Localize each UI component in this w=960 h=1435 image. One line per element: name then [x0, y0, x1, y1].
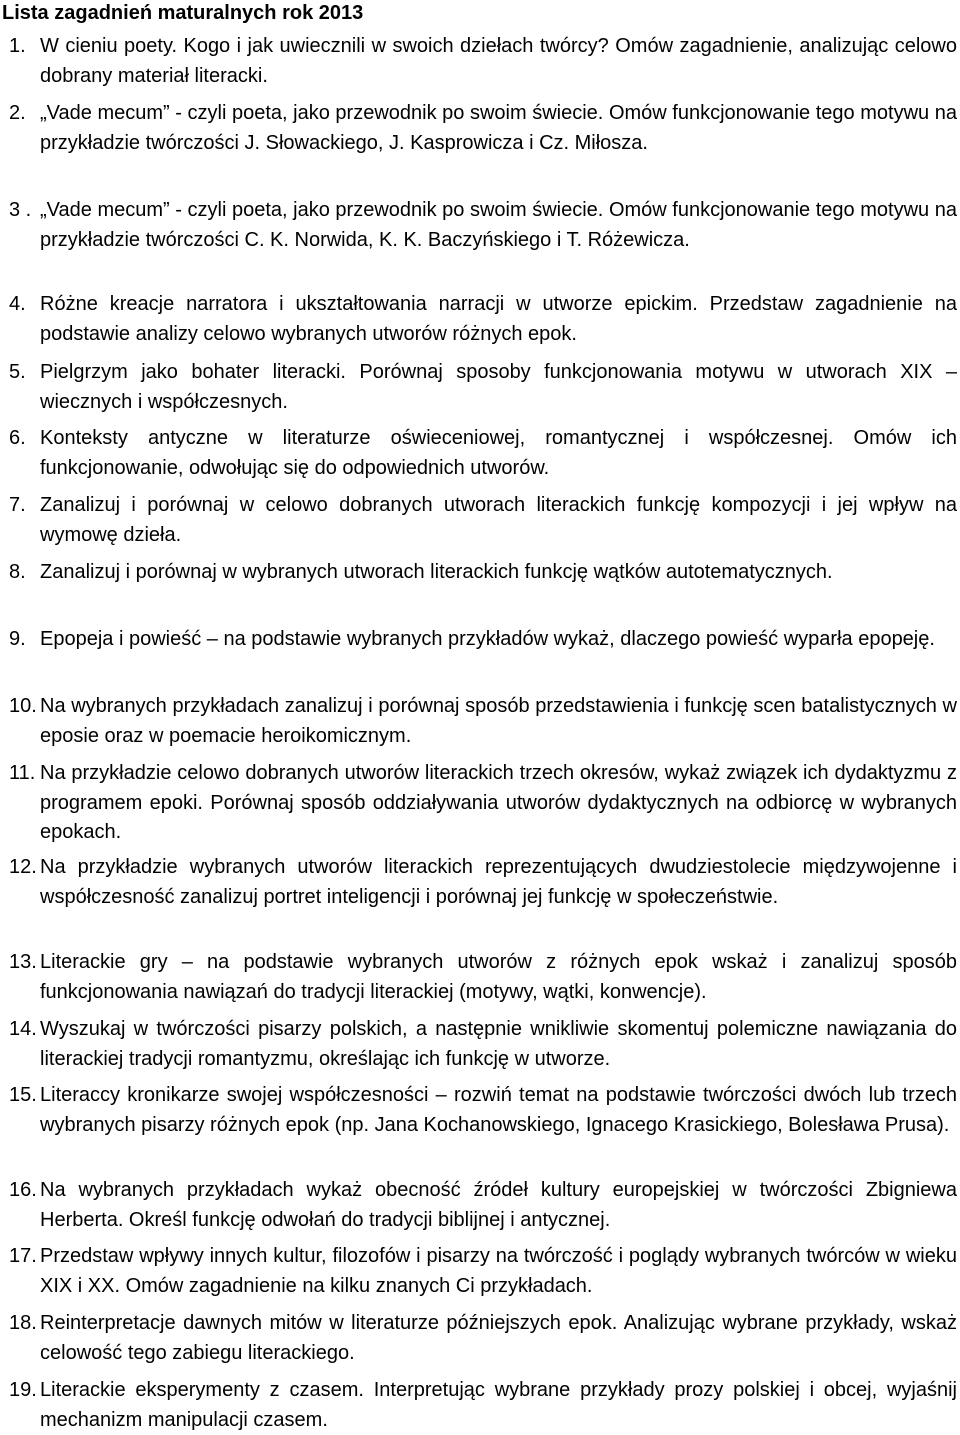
item-number: 11. — [9, 762, 36, 784]
list-item — [0, 692, 960, 751]
item-text: Na wybranych przykładach wykaż obecność źródeł kultury europejskiej w twórczości Zbigniewa Herberta. Określ funkcję odwołań do tradycji biblijnej i antycznej. — [40, 1179, 957, 1231]
item-text: Pielgrzym jako bohater literacki. Porównaj sposoby funkcjonowania motywu w utworach XIX – wiecznych i współczesnych. — [40, 361, 957, 413]
item-text: Na przykładzie celowo dobranych utworów literackich trzech okresów, wykaż związek ich dydaktyzmu z programem epoki. Porównaj sposób oddziaływania utworów dydaktycznych na odbiorcę w wybranych epokach. — [40, 762, 957, 843]
list-item — [0, 491, 960, 550]
item-text: Literackie gry – na podstawie wybranych utworów z różnych epok wskaż i zanalizuj sposób funkcjonowania nawiązań do tradycji literackiej (motywy, wątki, konwencje). — [40, 951, 957, 1003]
item-number: 15. — [9, 1084, 37, 1106]
item-number: 5. — [9, 361, 26, 383]
item-number: 10. — [9, 695, 37, 717]
page-title: Lista zagadnień maturalnych rok 2013 — [2, 2, 364, 24]
item-text: Różne kreacje narratora i ukształtowania narracji w utworze epickim. Przedstaw zagadnienie na podstawie analizy celowo wybranych utworów różnych epok. — [40, 293, 957, 345]
item-text: Na przykładzie wybranych utworów literackich reprezentujących dwudziestolecie międzywojenne i współczesność zanalizuj portret inteligencji i porównaj jej funkcję w społeczeństwie. — [40, 856, 957, 908]
list-item — [0, 424, 960, 483]
list-item — [0, 948, 960, 1007]
item-text: Na wybranych przykładach zanalizuj i porównaj sposób przedstawienia i funkcję scen batalistycznych w eposie oraz w poemacie heroikomicznym. — [40, 695, 957, 747]
item-number: 2. — [9, 102, 26, 124]
list-item — [0, 1176, 960, 1235]
item-number: 18. — [9, 1312, 37, 1334]
item-text: Epopeja i powieść – na podstawie wybranych przykładów wykaż, dlaczego powieść wyparła epopeję. — [40, 628, 935, 650]
item-number: 14. — [9, 1018, 37, 1040]
item-number: 17. — [9, 1245, 37, 1267]
list-item — [0, 1015, 960, 1074]
item-text: Zanalizuj i porównaj w wybranych utworach literackich funkcję wątków autotematycznych. — [40, 561, 833, 583]
list-item — [0, 853, 960, 912]
item-text: Literaccy kronikarze swojej współczesności – rozwiń temat na podstawie twórczości dwóch lub trzech wybranych pisarzy różnych epok (np. Jana Kochanowskiego, Ignacego Krasickiego, Bolesława Prusa). — [40, 1084, 957, 1136]
list-item — [0, 32, 960, 91]
item-number: 16. — [9, 1179, 37, 1201]
list-item — [0, 290, 960, 349]
item-number: 19. — [9, 1379, 37, 1401]
list-item — [0, 196, 960, 255]
list-item — [0, 1242, 960, 1301]
item-number: 8. — [9, 561, 26, 583]
item-text: „Vade mecum” - czyli poeta, jako przewodnik po swoim świecie. Omów funkcjonowanie tego motywu na przykładzie twórczości C. K. Norwida, K. K. Baczyńskiego i T. Różewicza. — [40, 199, 957, 251]
list-item — [0, 759, 960, 848]
list-item — [0, 1309, 960, 1368]
list-item — [0, 625, 960, 655]
item-text: „Vade mecum” - czyli poeta, jako przewodnik po swoim świecie. Omów funkcjonowanie tego motywu na przykładzie twórczości J. Słowackiego, J. Kasprowicza i Cz. Miłosza. — [40, 102, 957, 154]
item-text: Wyszukaj w twórczości pisarzy polskich, a następnie wnikliwie skomentuj polemiczne nawiązania do literackiej tradycji romantyzmu, określając ich funkcję w utworze. — [40, 1018, 957, 1070]
item-number: 9. — [9, 628, 26, 650]
item-text: Zanalizuj i porównaj w celowo dobranych utworach literackich funkcję kompozycji i jej wpływ na wymowę dzieła. — [40, 494, 957, 546]
item-number: 1. — [9, 35, 26, 57]
list-item — [0, 558, 960, 588]
item-number: 3 . — [9, 199, 32, 221]
list-item — [0, 358, 960, 417]
item-text: Przedstaw wpływy innych kultur, filozofów i pisarzy na twórczość i poglądy wybranych twórców w wieku XIX i XX. Omów zagadnienie na kilku znanych Ci przykładach. — [40, 1245, 957, 1297]
item-number: 12. — [9, 856, 37, 878]
item-number: 13. — [9, 951, 37, 973]
item-number: 4. — [9, 293, 26, 315]
list-item — [0, 99, 960, 158]
item-number: 6. — [9, 427, 26, 449]
list-item — [0, 1376, 960, 1435]
item-number: 7. — [9, 494, 26, 516]
item-text: W cieniu poety. Kogo i jak uwiecznili w swoich dziełach twórcy? Omów zagadnienie, analizując celowo dobrany materiał literacki. — [40, 35, 957, 87]
item-text: Reinterpretacje dawnych mitów w literaturze późniejszych epok. Analizując wybrane przykłady, wskaż celowość tego zabiegu literackiego. — [40, 1312, 957, 1364]
item-text: Konteksty antyczne w literaturze oświeceniowej, romantycznej i współczesnej. Omów ich funkcjonowanie, odwołując się do odpowiednich utworów. — [40, 427, 957, 479]
list-item — [0, 1081, 960, 1140]
item-text: Literackie eksperymenty z czasem. Interpretując wybrane przykłady prozy polskiej i obcej, wyjaśnij mechanizm manipulacji czasem. — [40, 1379, 957, 1431]
